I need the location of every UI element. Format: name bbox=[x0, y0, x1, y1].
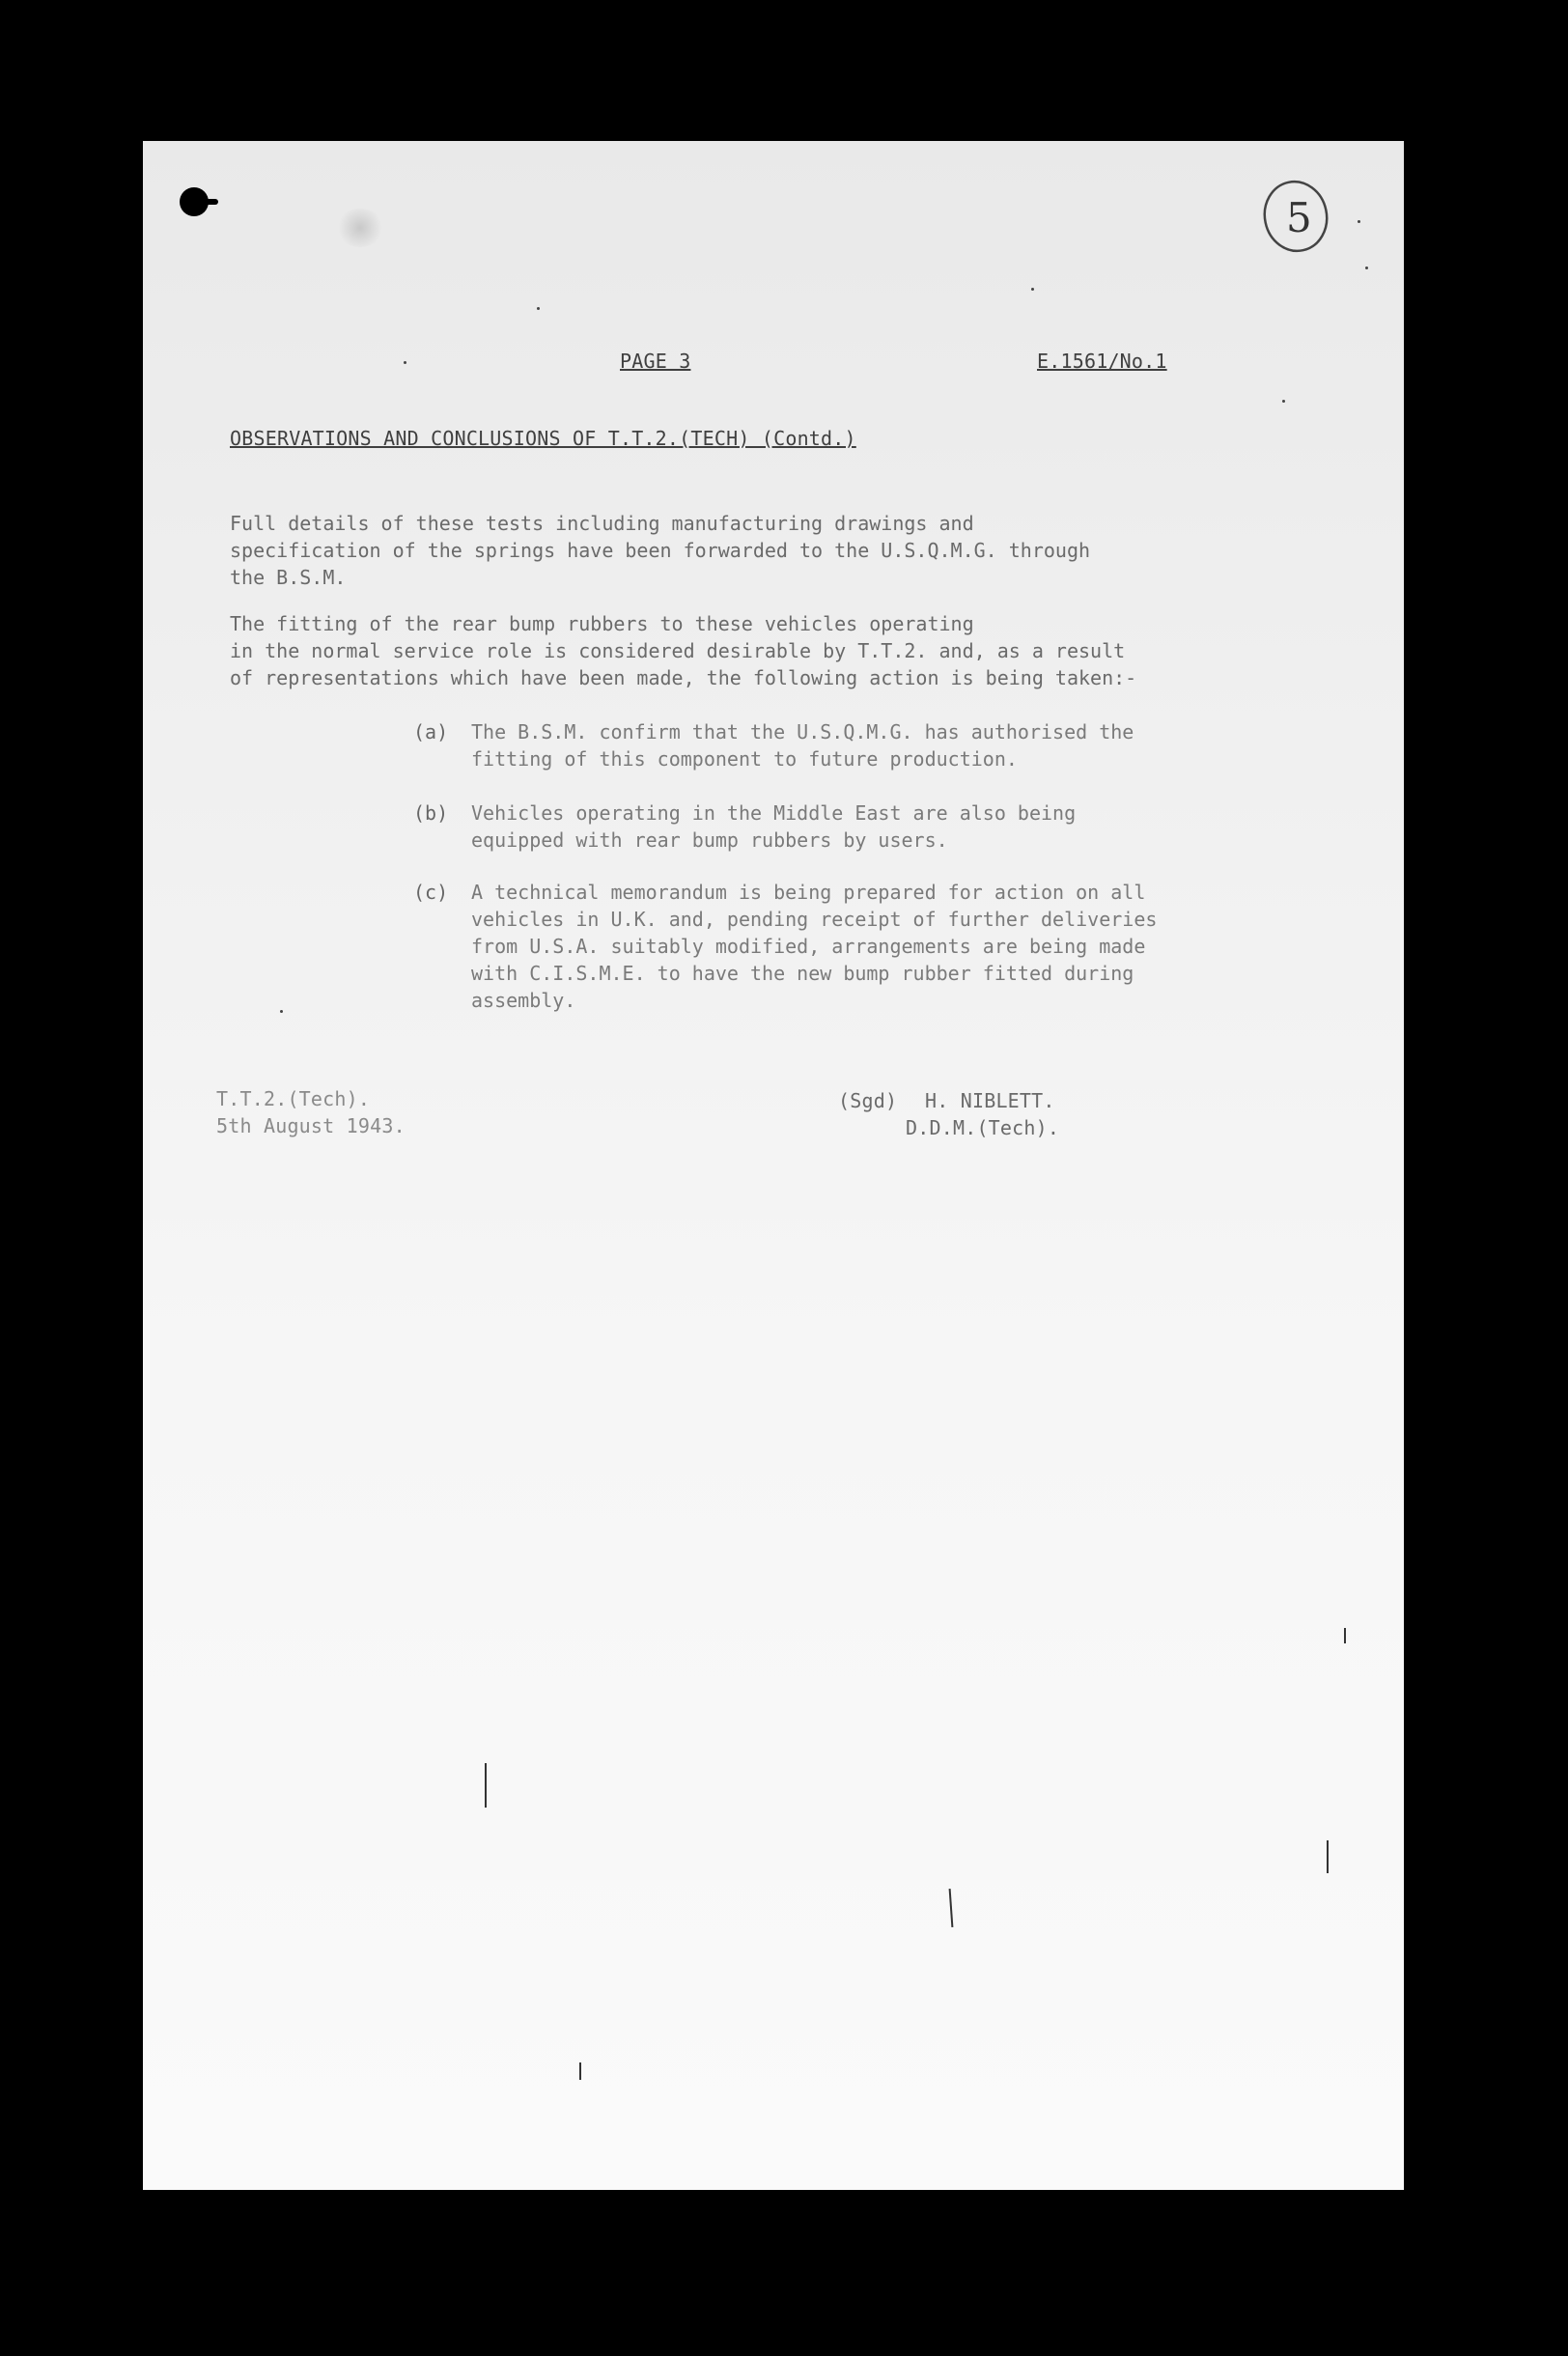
stray-mark bbox=[1344, 1628, 1346, 1643]
signatory-name: H. NIBLETT. bbox=[925, 1089, 1055, 1112]
origin-line-1: T.T.2.(Tech). bbox=[216, 1087, 371, 1110]
folio-number: 5 bbox=[1286, 194, 1312, 241]
document-page bbox=[143, 141, 1404, 2190]
list-item-text: A technical memorandum is being prepared for action on all vehicles in U.K. and, pending receipt of further deliveries from U.S.A. suitably modified, arrangements are being made with C.I.S.M.E. to have the new bump rubber fitted during assembly. bbox=[471, 881, 1158, 1012]
list-item-b bbox=[413, 799, 1076, 854]
speck-mark bbox=[404, 361, 406, 364]
speck-mark bbox=[1031, 288, 1034, 291]
speck-mark bbox=[280, 1010, 283, 1013]
speck-mark bbox=[537, 307, 540, 310]
signed-prefix: (Sgd) bbox=[838, 1089, 898, 1112]
folio-number-stamp bbox=[1253, 170, 1340, 257]
list-item-text: The B.S.M. confirm that the U.S.Q.M.G. has authorised the fitting of this component to future production. bbox=[471, 720, 1134, 771]
list-item-text: Vehicles operating in the Middle East are also being equipped with rear bump rubbers by users. bbox=[471, 801, 1077, 852]
list-item-c bbox=[413, 879, 1157, 1014]
list-item-label: (c) bbox=[413, 881, 449, 904]
smudge-mark bbox=[336, 209, 384, 247]
page-label: PAGE 3 bbox=[620, 350, 691, 373]
stray-mark bbox=[949, 1889, 954, 1927]
document-reference: E.1561/No.1 bbox=[1037, 350, 1167, 373]
section-title: OBSERVATIONS AND CONCLUSIONS OF T.T.2.(TECH) (Contd.) bbox=[230, 427, 856, 450]
speck-mark bbox=[1282, 400, 1285, 403]
stray-mark bbox=[1327, 1840, 1329, 1873]
list-item-a bbox=[413, 718, 1134, 772]
speck-mark bbox=[1358, 220, 1360, 223]
list-item-label: (b) bbox=[413, 801, 449, 825]
paragraph-1: Full details of these tests including manufacturing drawings and specification of the springs have been forwarded to the U.S.Q.M.G. through the B.S.M. bbox=[230, 512, 1091, 589]
speck-mark bbox=[1365, 266, 1368, 269]
signatory-title: D.D.M.(Tech). bbox=[906, 1116, 1060, 1139]
paragraph-2: The fitting of the rear bump rubbers to these vehicles operating in the normal service role is considered desirable by T.T.2. and, as a result of representations which have been made, the following action is being taken:- bbox=[230, 612, 1137, 689]
stray-mark bbox=[485, 1763, 487, 1808]
stray-mark bbox=[579, 2062, 581, 2080]
punch-hole-tail bbox=[205, 199, 218, 205]
list-item-label: (a) bbox=[413, 720, 449, 743]
origin-date: 5th August 1943. bbox=[216, 1114, 406, 1137]
